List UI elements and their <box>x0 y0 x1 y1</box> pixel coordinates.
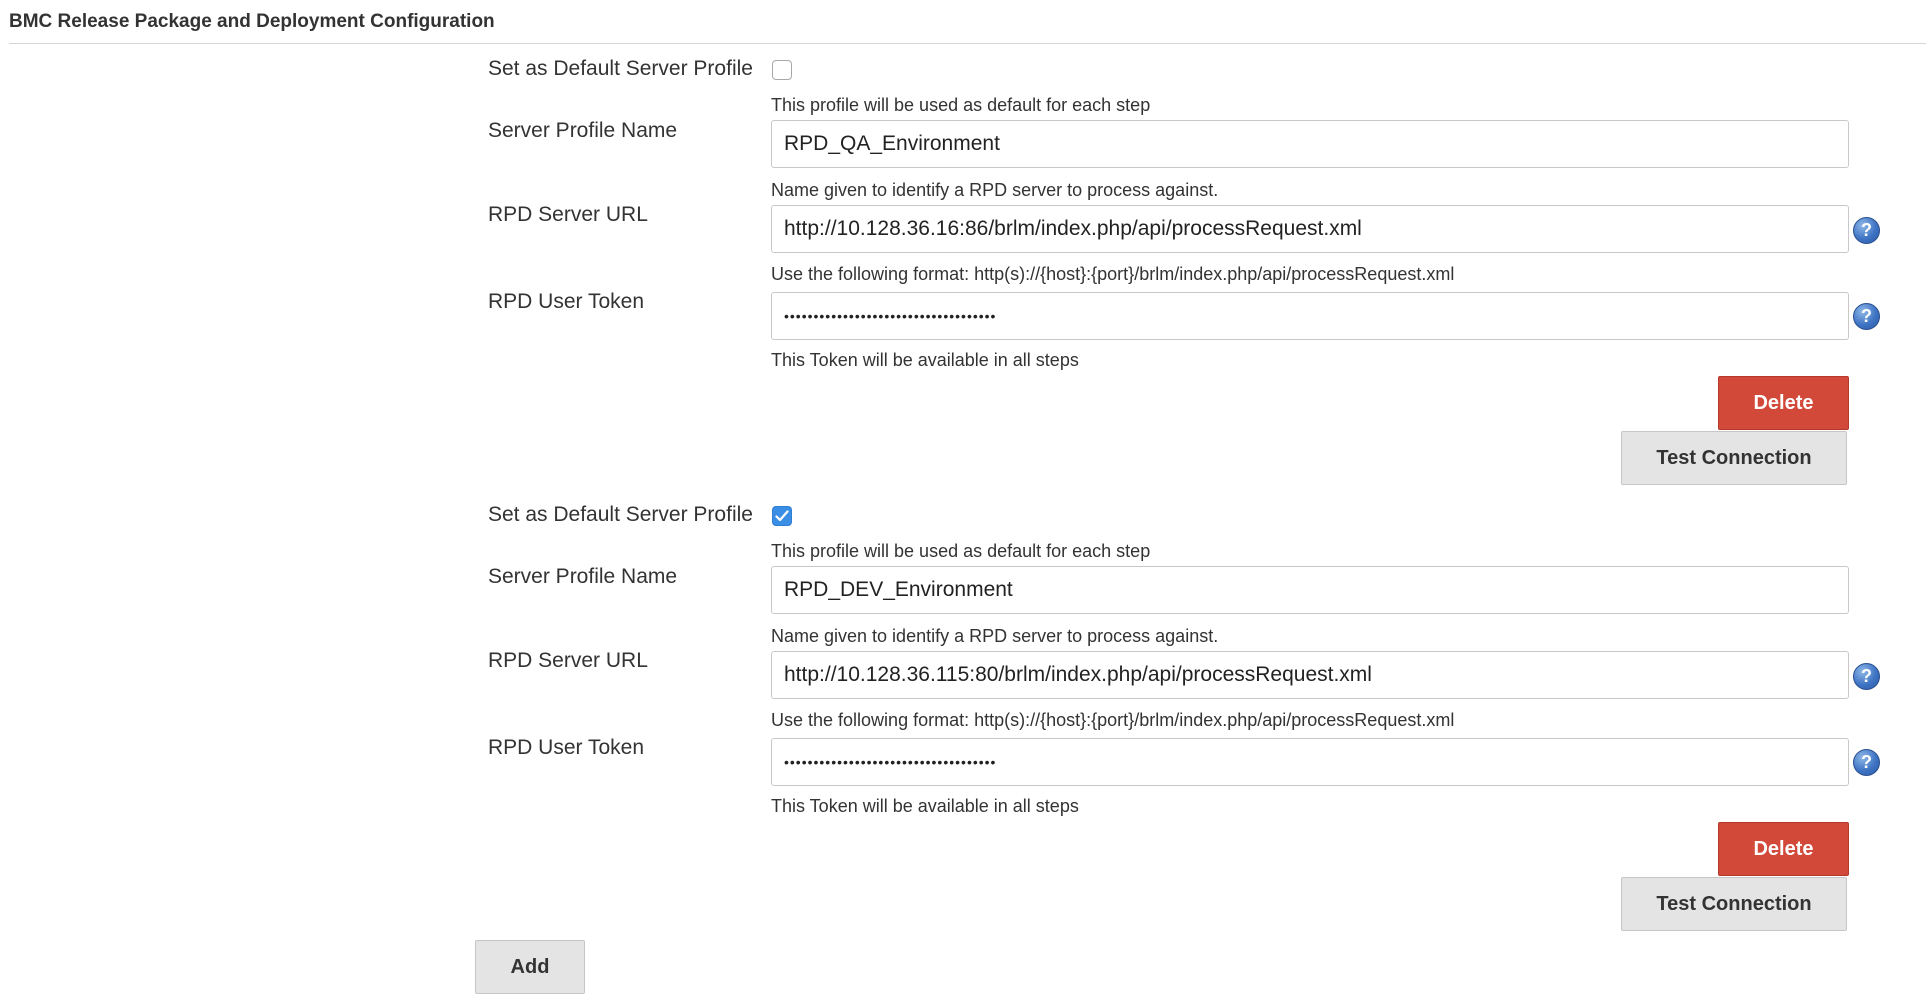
delete-profile-button[interactable]: Delete <box>1718 376 1849 430</box>
help-question-icon[interactable]: ? <box>1853 749 1880 776</box>
default-profile-checkbox[interactable] <box>772 60 792 80</box>
default-profile-help: This profile will be used as default for each step <box>771 541 1151 561</box>
help-question-icon[interactable]: ? <box>1853 303 1880 330</box>
server-url-input[interactable] <box>771 205 1849 253</box>
delete-profile-button[interactable]: Delete <box>1718 822 1849 876</box>
profile-name-input[interactable] <box>771 566 1849 614</box>
user-token-label: RPD User Token <box>488 736 645 759</box>
checkmark-icon <box>775 510 789 522</box>
default-profile-label: Set as Default Server Profile <box>488 57 753 80</box>
server-url-help: Use the following format: http(s)://{host}:{port}/brlm/index.php/api/processRequest.xml <box>771 264 1455 284</box>
user-token-input[interactable] <box>771 292 1849 340</box>
test-connection-button[interactable]: Test Connection <box>1621 431 1847 485</box>
profile-name-label: Server Profile Name <box>488 565 678 588</box>
profile-name-input[interactable] <box>771 120 1849 168</box>
server-url-help: Use the following format: http(s)://{host}:{port}/brlm/index.php/api/processRequest.xml <box>771 710 1455 730</box>
server-url-label: RPD Server URL <box>488 203 648 226</box>
server-profile <box>0 0 1926 469</box>
help-question-icon[interactable]: ? <box>1853 663 1880 690</box>
user-token-label: RPD User Token <box>488 290 645 313</box>
user-token-help: This Token will be available in all steps <box>771 350 1079 370</box>
default-profile-label: Set as Default Server Profile <box>488 503 753 526</box>
profile-name-help: Name given to identify a RPD server to process against. <box>771 180 1219 200</box>
help-question-icon[interactable]: ? <box>1853 217 1880 244</box>
default-profile-help: This profile will be used as default for each step <box>771 95 1151 115</box>
profile-name-label: Server Profile Name <box>488 119 678 142</box>
default-profile-checkbox[interactable] <box>772 506 792 526</box>
section-title: BMC Release Package and Deployment Configuration <box>9 11 495 32</box>
user-token-input[interactable] <box>771 738 1849 786</box>
profile-name-help: Name given to identify a RPD server to process against. <box>771 626 1219 646</box>
test-connection-button[interactable]: Test Connection <box>1621 877 1847 931</box>
server-url-input[interactable] <box>771 651 1849 699</box>
user-token-help: This Token will be available in all steps <box>771 796 1079 816</box>
add-profile-button[interactable]: Add <box>475 940 585 994</box>
server-url-label: RPD Server URL <box>488 649 648 672</box>
server-profile <box>0 446 1926 915</box>
